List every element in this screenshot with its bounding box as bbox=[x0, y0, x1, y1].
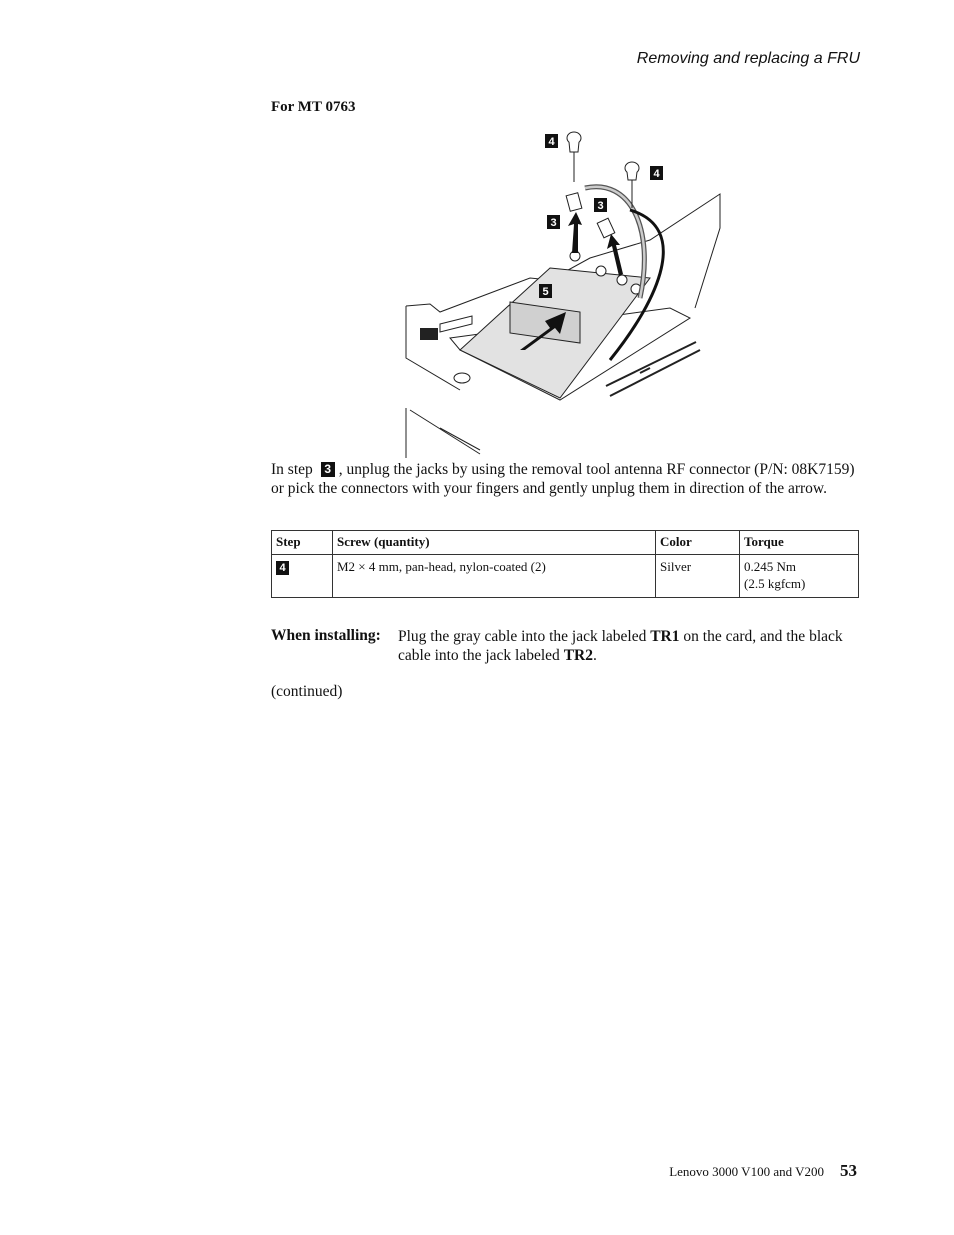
section-heading: For MT 0763 bbox=[271, 99, 356, 115]
instruction-text: , unplug the jacks by using the removal tool antenna RF connector (P/N: 08K7159) or pick the connectors with your fingers and gently unplug them in direction of the arrow. bbox=[271, 461, 855, 497]
svg-text:5: 5 bbox=[542, 286, 549, 298]
screw-hole bbox=[454, 373, 470, 383]
callout-3-right bbox=[594, 198, 607, 212]
table-header-color: Color bbox=[656, 531, 740, 555]
step-badge: 4 bbox=[276, 561, 289, 575]
table-cell-step bbox=[272, 555, 333, 598]
wireless-card-removal-figure bbox=[400, 128, 730, 458]
table-cell-torque bbox=[740, 555, 859, 598]
table-header-row bbox=[272, 531, 859, 555]
svg-text:4: 4 bbox=[653, 168, 660, 180]
tr1-label: TR1 bbox=[650, 628, 680, 645]
screw-top bbox=[567, 132, 581, 182]
table-header-screw: Screw (quantity) bbox=[333, 531, 656, 555]
svg-text:3: 3 bbox=[597, 200, 604, 212]
table-cell-color: Silver bbox=[656, 555, 740, 598]
torque-nm: 0.245 Nm bbox=[744, 559, 796, 574]
vent-slots bbox=[606, 342, 700, 396]
table-cell-screw: M2 × 4 mm, pan-head, nylon-coated (2) bbox=[333, 555, 656, 598]
install-text-part3: . bbox=[592, 647, 597, 664]
table-row bbox=[272, 555, 859, 598]
svg-text:3: 3 bbox=[550, 217, 557, 229]
instruction-paragraph bbox=[271, 460, 861, 498]
instruction-prefix: In step bbox=[271, 461, 313, 478]
lift-arrow-1 bbox=[568, 212, 582, 253]
page-number: 53 bbox=[840, 1161, 857, 1180]
lift-arrow-2 bbox=[607, 234, 623, 276]
connector-block bbox=[420, 328, 438, 340]
table-header-torque: Torque bbox=[740, 531, 859, 555]
continued-note: (continued) bbox=[271, 683, 343, 700]
when-installing-text bbox=[398, 627, 858, 665]
screw-spec-table bbox=[271, 530, 859, 598]
callout-4-right bbox=[650, 166, 663, 180]
footer-title: Lenovo 3000 V100 and V200 bbox=[669, 1164, 824, 1179]
callout-4-top bbox=[545, 134, 558, 148]
step-reference-badge: 3 bbox=[321, 462, 335, 477]
install-text-part1: Plug the gray cable into the jack labeled bbox=[398, 628, 651, 645]
callout-3-left bbox=[547, 215, 560, 229]
callout-5 bbox=[539, 284, 552, 298]
when-installing-label: When installing: bbox=[271, 627, 381, 644]
torque-kgfcm: (2.5 kgfcm) bbox=[744, 576, 806, 591]
tr2-label: TR2 bbox=[563, 647, 593, 664]
install-text-part2: on the card, and the black cable into the jack labeled bbox=[398, 628, 843, 664]
svg-text:4: 4 bbox=[548, 136, 555, 148]
page-header-title: Removing and replacing a FRU bbox=[636, 50, 860, 67]
table-header-step: Step bbox=[272, 531, 333, 555]
